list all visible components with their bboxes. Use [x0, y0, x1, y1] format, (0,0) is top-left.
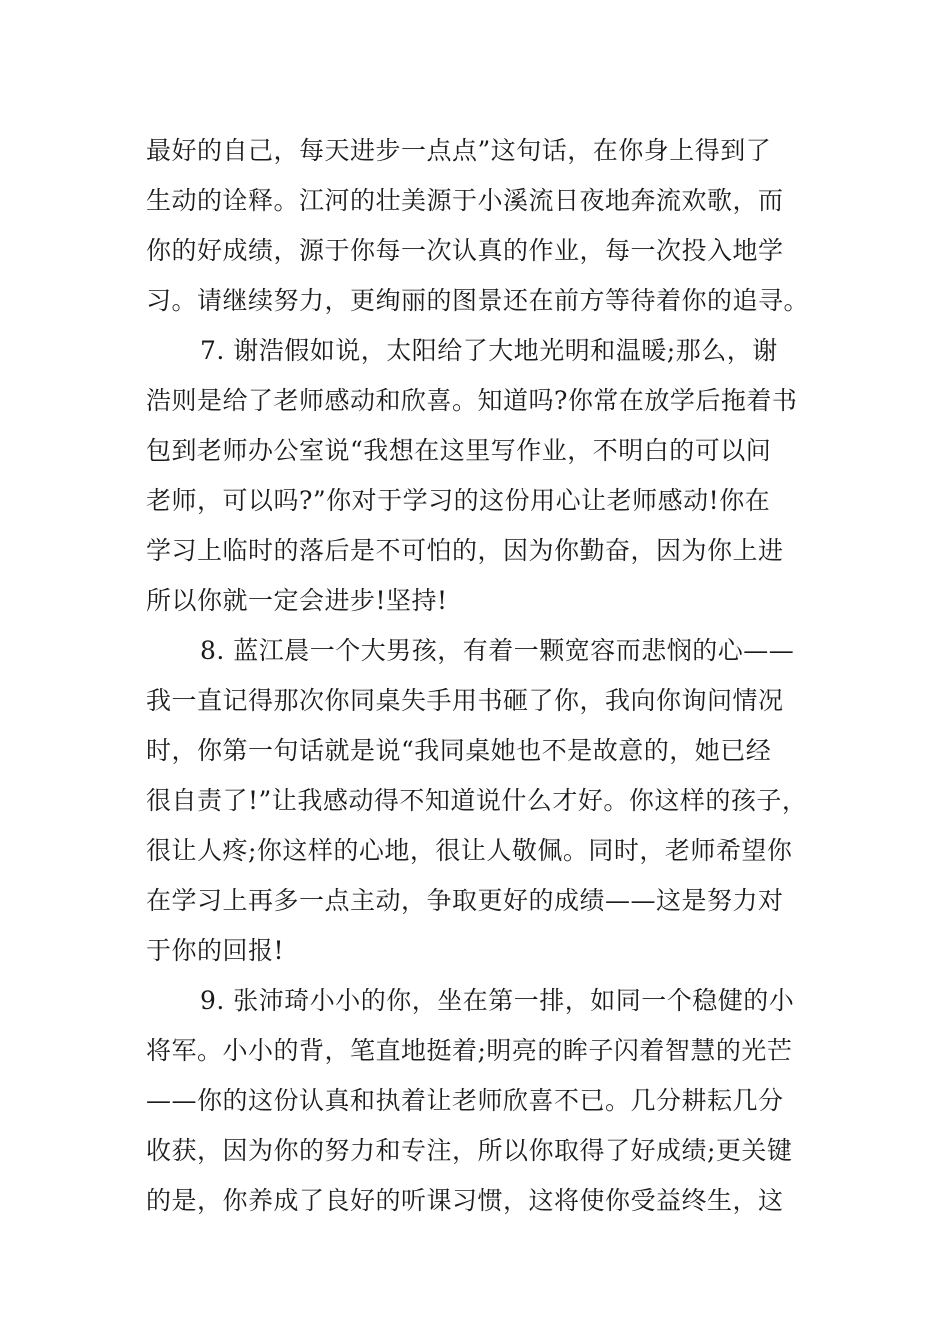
text-line: 将军。小小的背，笔直地挺着;明亮的眸子闪着智慧的光芒 [146, 1036, 793, 1065]
text-line: 在学习上再多一点主动，争取更好的成绩——这是努力对 [146, 886, 784, 915]
text-line: 习。请继续努力，更绚丽的图景还在前方等待着你的追寻。 [146, 286, 810, 315]
document-body [146, 126, 814, 1226]
text-line: 浩则是给了老师感动和欣喜。知道吗?你常在放学后拖着书 [146, 386, 798, 415]
text-line: 9. 张沛琦小小的你，坐在第一排，如同一个稳健的小 [200, 986, 795, 1015]
paragraph-continuation [146, 126, 814, 326]
paragraph-comment-9 [146, 976, 814, 1226]
text-line: 包到老师办公室说“我想在这里写作业，不明白的可以问 [146, 436, 772, 465]
text-line: 我一直记得那次你同桌失手用书砸了你，我向你询问情况 [146, 686, 784, 715]
text-line: 所以你就一定会进步!坚持! [146, 586, 448, 615]
text-line: 最好的自己，每天进步一点点”这句话，在你身上得到了 [146, 136, 772, 165]
text-line: 很让人疼;你这样的心地，很让人敬佩。同时，老师希望你 [146, 836, 793, 865]
text-line: 学习上临时的落后是不可怕的，因为你勤奋，因为你上进 [146, 536, 784, 565]
text-line: 老师，可以吗?”你对于学习的这份用心让老师感动!你在 [146, 486, 771, 515]
text-line: 生动的诠释。江河的壮美源于小溪流日夜地奔流欢歌，而 [146, 186, 784, 215]
text-line: 于你的回报! [146, 936, 285, 965]
text-line: ——你的这份认真和执着让老师欣喜不已。几分耕耘几分 [146, 1086, 784, 1115]
text-line: 很自责了!”让我感动得不知道说什么才好。你这样的孩子， [146, 786, 808, 815]
paragraph-comment-8 [146, 626, 814, 976]
text-line: 7. 谢浩假如说，太阳给了大地光明和温暖;那么，谢 [200, 336, 778, 365]
text-line: 你的好成绩，源于你每一次认真的作业，每一次投入地学 [146, 236, 784, 265]
text-line: 8. 蓝江晨一个大男孩，有着一颗宽容而悲悯的心—— [200, 636, 795, 665]
text-line: 的是，你养成了良好的听课习惯，这将使你受益终生，这 [146, 1186, 784, 1215]
text-line: 收获，因为你的努力和专注，所以你取得了好成绩;更关键 [146, 1136, 793, 1165]
text-line: 时，你第一句话就是说“我同桌她也不是故意的，她已经 [146, 736, 772, 765]
paragraph-comment-7 [146, 326, 814, 626]
